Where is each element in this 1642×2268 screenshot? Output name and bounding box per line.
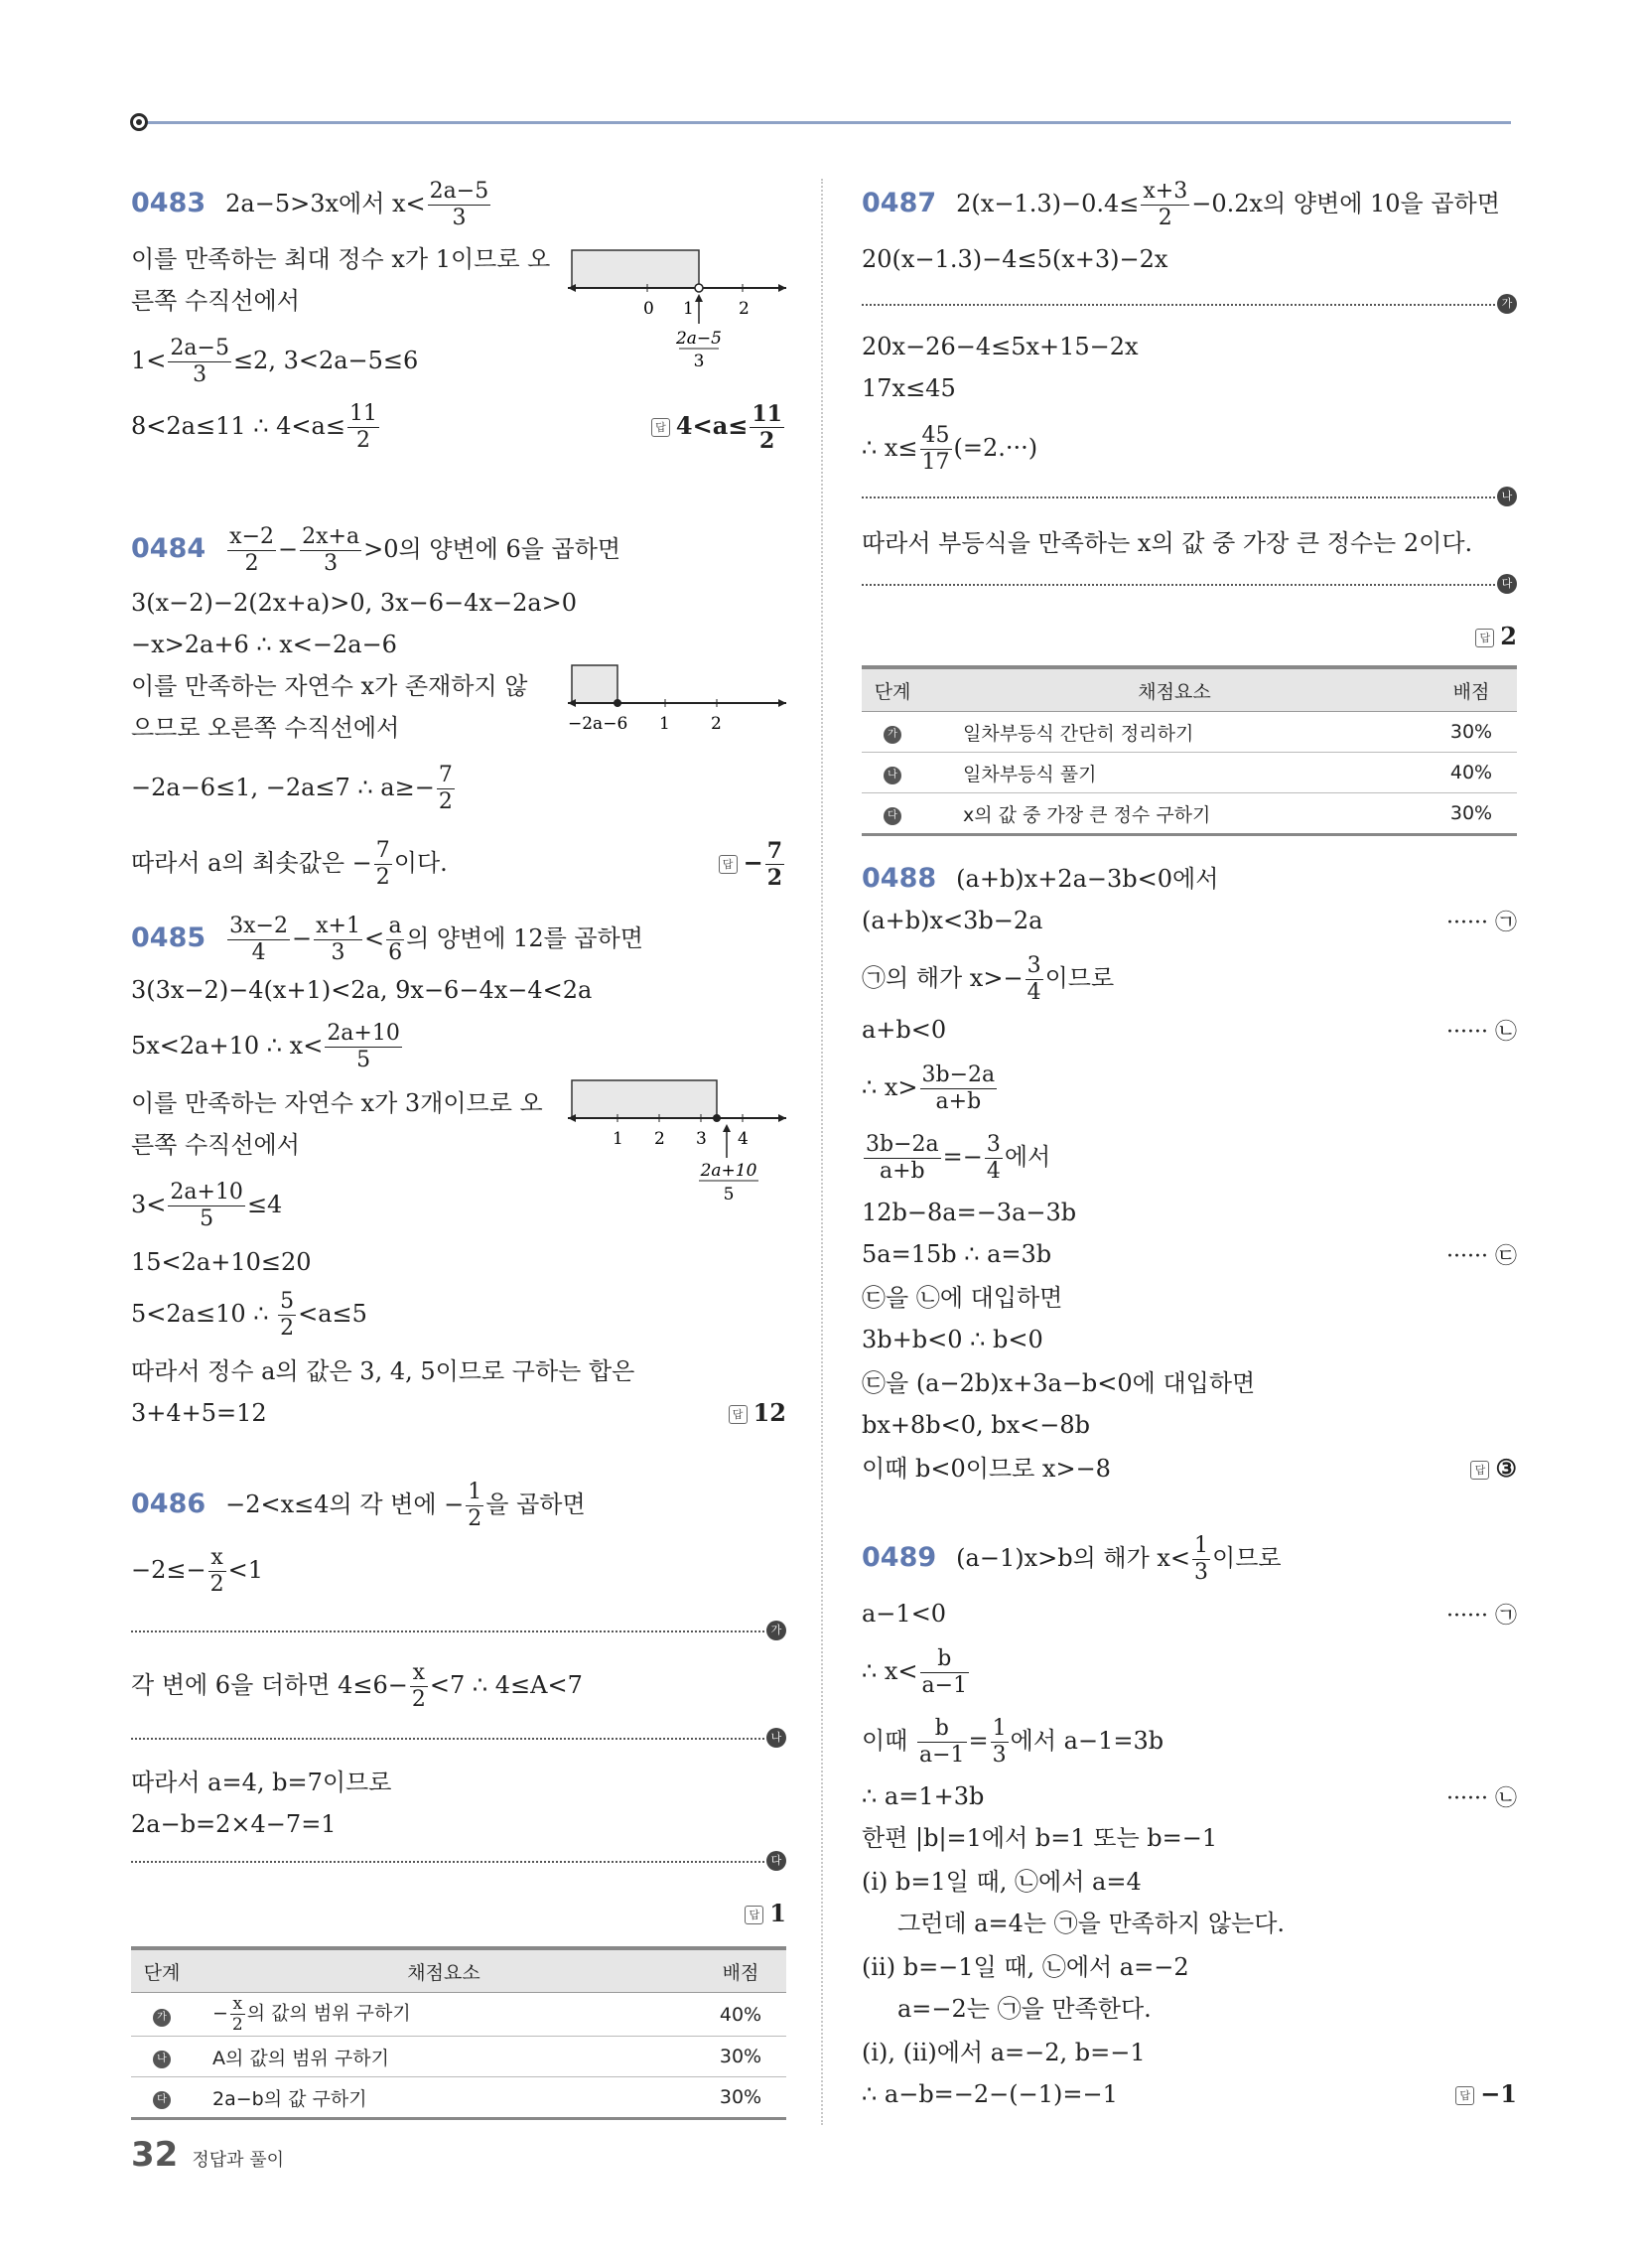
table-row: 다 x의 값 중 가장 큰 정수 구하기 30% <box>862 793 1517 835</box>
column-divider <box>821 179 823 2125</box>
marker-circled-1: ······ ㉠ <box>1446 911 1517 935</box>
p0484-line4: 이를 만족하는 자연수 x가 존재하지 않 <box>131 672 528 700</box>
step-divider <box>131 1861 764 1863</box>
problem-number: 0488 <box>862 863 937 894</box>
p0485-line6: 3< $\frac{2a+10}{5}$ ≤4 <box>131 1180 283 1231</box>
tick-label: 2 <box>711 714 722 734</box>
top-rule <box>137 121 1511 124</box>
p0489-answer: 답 −1 <box>1455 2079 1517 2108</box>
tick-label: 2 <box>739 299 750 319</box>
p0483-line2: 이를 만족하는 최대 정수 x가 1이므로 오 <box>131 245 551 273</box>
p0487-line3: 20x−26−4≤5x+15−2x <box>862 333 1139 360</box>
p0485-answer: 답 12 <box>729 1398 786 1427</box>
p0488-line3: ㉠의 해가 x>− $\frac{3}{4}$ 이므로 <box>862 953 1115 1005</box>
p0486-line5: 2a−b=2×4−7=1 <box>131 1810 337 1838</box>
step-divider <box>131 1630 764 1632</box>
point-label: 3 <box>693 352 705 371</box>
p0484-line2: 3(x−2)−2(2x+a)>0, 3x−6−4x−2a>0 <box>131 589 578 617</box>
step-ga-icon: 가 <box>1497 294 1517 314</box>
p0489-line6: 한편 |b|=1에서 b=1 또는 b=−1 <box>862 1824 1218 1852</box>
page-label: 정답과 풀이 <box>192 2150 284 2171</box>
p0488-answer: 답 ③ <box>1470 1454 1517 1483</box>
step-da-icon: 다 <box>766 1851 786 1871</box>
p0487-line6: 따라서 부등식을 만족하는 x의 값 중 가장 큰 정수는 2이다. <box>862 529 1473 557</box>
p0488-line4: a+b<0 <box>862 1016 947 1044</box>
problem-number: 0484 <box>131 533 206 564</box>
top-bullet-icon <box>130 113 148 131</box>
p0489-line2: a−1<0 <box>862 1600 947 1628</box>
page-number: 32 <box>131 2135 179 2175</box>
tick-label: 1 <box>613 1129 623 1149</box>
p0485-line1: 0485 $\frac{3x-2}{4}$ − $\frac{x+1}{3}$ < $\frac{a}{6}$ 의 양변에 12를 곱하면 <box>131 914 643 965</box>
point-label: 2a−5 <box>675 329 723 349</box>
step-divider <box>862 304 1495 306</box>
step-divider <box>862 584 1495 586</box>
p0489-line9: (ⅱ) b=−1일 때, ㉡에서 a=−2 <box>862 1953 1189 1981</box>
step-na-icon: 나 <box>1497 487 1517 506</box>
p0486-line2: −2≤− $\frac{x}{2}$ <1 <box>131 1545 263 1597</box>
point-label: 2a+10 <box>700 1161 757 1181</box>
step-ga-icon: 가 <box>766 1621 786 1640</box>
p0489-line7: (ⅰ) b=1일 때, ㉡에서 a=4 <box>862 1868 1142 1896</box>
p0488-line9: ㉢을 ㉡에 대입하면 <box>862 1284 1063 1312</box>
p0485-line10: 3+4+5=12 <box>131 1399 267 1427</box>
p0488-line5: ∴ x> $\frac{3b-2a}{a+b}$ <box>862 1063 996 1114</box>
problem-number: 0489 <box>862 1542 937 1573</box>
p0485-line2: 3(3x−2)−4(x+1)<2a, 9x−6−4x−4<2a <box>131 976 593 1004</box>
p0488-line11: ㉢을 (a−2b)x+3a−b<0에 대입하면 <box>862 1369 1256 1397</box>
table-row: 가 − $\frac{x}{2}$ 의 값의 범위 구하기 40% <box>131 1993 786 2037</box>
p0488-line6: $\frac{3b-2a}{a+b}$ =− $\frac{3}{4}$ 에서 <box>866 1132 1051 1184</box>
p0489-line12: ∴ a−b=−2−(−1)=−1 <box>862 2080 1118 2108</box>
p0485-line5: 른쪽 수직선에서 <box>131 1131 300 1159</box>
p0487-line1: 0487 2(x−1.3)−0.4≤ $\frac{x+3}{2}$ −0.2x의 양변에 10을 곱하면 <box>862 179 1500 230</box>
step-divider <box>131 1738 764 1740</box>
p0489-line11: (ⅰ), (ⅱ)에서 a=−2, b=−1 <box>862 2039 1146 2066</box>
step-divider <box>862 496 1495 498</box>
p0488-line12: bx+8b<0, bx<−8b <box>862 1411 1091 1439</box>
problem-number: 0483 <box>131 188 206 218</box>
scoring-table-0486: 단계 채점요소 배점 가 − $\frac{x}{2}$ 의 값의 범위 구하기 40% 나 A의 값의 범위 구하기 30% 다 2a−b의 값 구하기 30% <box>131 1946 786 2120</box>
p0484-line1: 0484 $\frac{x-2}{2}$ − $\frac{2x+a}{3}$ >0의 양변에 6을 곱하면 <box>131 524 621 576</box>
p0486-answer: 답 1 <box>745 1899 786 1927</box>
p0483-answer: 답 4<a≤ $\frac{11}{2}$ <box>651 401 786 454</box>
p0489-line5: ∴ a=1+3b <box>862 1782 985 1810</box>
p0486-line1: 0486 −2<x≤4의 각 변에 − $\frac{1}{2}$ 을 곱하면 <box>131 1480 586 1531</box>
p0488-line8: 5a=15b ∴ a=3b <box>862 1240 1052 1268</box>
table-row: 가 일차부등식 간단히 정리하기 30% <box>862 712 1517 753</box>
step-da-icon: 다 <box>1497 574 1517 594</box>
table-row: 나 A의 값의 범위 구하기 30% <box>131 2037 786 2077</box>
problem-number: 0486 <box>131 1488 206 1519</box>
p0485-number-line <box>568 1076 786 1210</box>
scoring-table-0487: 단계 채점요소 배점 가 일차부등식 간단히 정리하기 30% 나 일차부등식 풀기 40% 다 x의 값 중 가장 큰 정수 구하기 30% <box>862 665 1517 836</box>
p0483-line1: 0483 2a−5>3x에서 x< $\frac{2a-5}{3}$ <box>131 179 489 230</box>
p0485-line8: 5<2a≤10 ∴ $\frac{5}{2}$ <a≤5 <box>131 1289 367 1341</box>
p0489-line8: 그런데 a=4는 ㉠을 만족하지 않는다. <box>897 1910 1286 1937</box>
point-label: 5 <box>723 1185 735 1205</box>
p0489-line3: ∴ x< $\frac{b}{a-1}$ <box>862 1646 968 1698</box>
marker-circled-1: ······ ㉠ <box>1446 1604 1517 1629</box>
p0489-line4: 이때 $\frac{b}{a-1}$ = $\frac{1}{3}$ 에서 a−1=3b <box>862 1716 1164 1768</box>
p0488-line13: 이때 b<0이므로 x>−8 <box>862 1455 1111 1483</box>
p0487-line2: 20(x−1.3)−4≤5(x+3)−2x <box>862 245 1168 273</box>
p0483-line4: 1< $\frac{2a-5}{3}$ ≤2, 3<2a−5≤6 <box>131 336 419 387</box>
p0488-line10: 3b+b<0 ∴ b<0 <box>862 1326 1043 1353</box>
p0486-line3: 각 변에 6을 더하면 4≤6− $\frac{x}{2}$ <7 ∴ 4≤A<7 <box>131 1660 583 1712</box>
p0487-answer: 답 2 <box>1475 622 1517 650</box>
p0484-number-line <box>568 661 786 741</box>
tick-label: 2 <box>654 1129 665 1149</box>
fraction: $\frac{2a-5}{3}$ <box>429 179 489 230</box>
marker-circled-2: ······ ㉡ <box>1446 1020 1517 1045</box>
p0489-line10: a=−2는 ㉠을 만족한다. <box>897 1995 1152 2023</box>
tick-label: 0 <box>643 299 654 319</box>
p0489-line1: 0489 (a−1)x>b의 해가 x< $\frac{1}{3}$ 이므로 <box>862 1533 1282 1585</box>
p0487-line5: ∴ x≤ $\frac{45}{17}$ (=2.···) <box>862 423 1038 475</box>
problem-number: 0485 <box>131 922 206 953</box>
tick-label: 1 <box>683 299 694 319</box>
tick-label: 4 <box>738 1129 749 1149</box>
p0488-line2: (a+b)x<3b−2a <box>862 907 1043 934</box>
p0488-line1: 0488 (a+b)x+2a−3b<0에서 <box>862 863 1219 894</box>
p0484-answer: 답 − $\frac{7}{2}$ <box>719 838 786 891</box>
table-row: 다 2a−b의 값 구하기 30% <box>131 2077 786 2119</box>
p0484-line7: 따라서 a의 최솟값은 − $\frac{7}{2}$ 이다. <box>131 838 448 890</box>
p0485-line3: 5x<2a+10 ∴ x< $\frac{2a+10}{5}$ <box>131 1021 400 1072</box>
tick-label: 1 <box>659 714 670 734</box>
p0487-line4: 17x≤45 <box>862 374 956 402</box>
p0485-line4: 이를 만족하는 자연수 x가 3개이므로 오 <box>131 1089 543 1117</box>
step-na-icon: 나 <box>766 1728 786 1748</box>
p0485-line9: 따라서 정수 a의 값은 3, 4, 5이므로 구하는 합은 <box>131 1357 635 1385</box>
p0484-line5: 으므로 오른쪽 수직선에서 <box>131 714 400 742</box>
p0484-line3: −x>2a+6 ∴ x<−2a−6 <box>131 631 397 658</box>
p0484-line6: −2a−6≤1, −2a≤7 ∴ a≥− $\frac{7}{2}$ <box>131 763 453 814</box>
p0483-line3: 른쪽 수직선에서 <box>131 287 300 315</box>
marker-circled-3: ······ ㉢ <box>1446 1244 1517 1269</box>
table-row: 나 일차부등식 풀기 40% <box>862 753 1517 793</box>
p0488-line7: 12b−8a=−3a−3b <box>862 1199 1077 1226</box>
problem-number: 0487 <box>862 188 937 218</box>
p0485-line7: 15<2a+10≤20 <box>131 1248 312 1276</box>
p0483-number-line <box>568 246 786 375</box>
marker-circled-2: ······ ㉡ <box>1446 1786 1517 1811</box>
tick-label: 3 <box>696 1129 707 1149</box>
answer-icon: 답 <box>651 418 670 437</box>
page-footer <box>131 2135 284 2175</box>
tick-label: −2a−6 <box>568 714 628 734</box>
p0486-line4: 따라서 a=4, b=7이므로 <box>131 1769 392 1796</box>
p0483-line5: 8<2a≤11 ∴ 4<a≤ $\frac{11}{2}$ <box>131 401 377 453</box>
